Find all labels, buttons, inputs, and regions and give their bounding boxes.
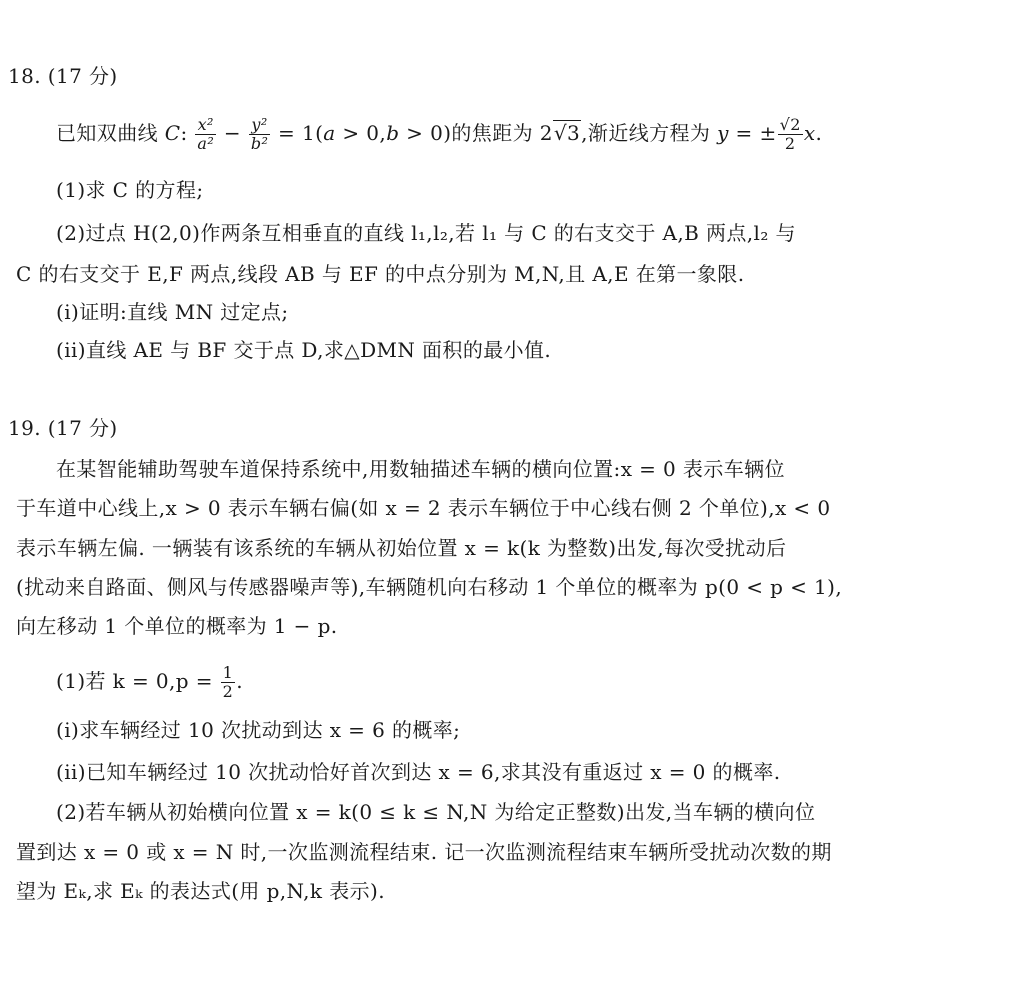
q18-stem-text-5: ,渐近线方程为	[581, 121, 718, 145]
q18-part2-line2: C 的右支交于 E,F 两点,线段 AB 与 EF 的中点分别为 M,N,且 A,E 在第一象限.	[16, 262, 745, 286]
q18-header: 18. (17 分)	[8, 64, 118, 88]
q19-stem-line-4: (扰动来自路面、侧风与传感器噪声等),车辆随机向右移动 1 个单位的概率为 p(0 < p < 1),	[16, 575, 843, 599]
q18-fraction-y2-b2	[249, 116, 270, 153]
frac-denominator: b²	[250, 134, 269, 153]
q18-sqrt3: √3	[553, 121, 581, 145]
q18-stem-text-4: > 0)的焦距为 2	[399, 121, 553, 145]
q18-var-a: a	[323, 121, 336, 145]
q19-stem-line-5: 向左移动 1 个单位的概率为 1 − p.	[16, 614, 338, 638]
q18-var-x: x	[803, 121, 816, 145]
frac-numerator: x²	[195, 116, 216, 135]
q18-var-y: y	[717, 121, 729, 145]
q18-curve-name: C	[164, 121, 181, 145]
q18-minus: −	[217, 121, 248, 145]
q19-part1	[56, 664, 243, 701]
frac-denominator: a²	[197, 134, 215, 153]
q19-stem-line-3: 表示车辆左偏. 一辆装有该系统的车辆从初始位置 x = k(k 为整数)出发,每次受扰动后	[16, 536, 787, 560]
frac-denominator: 2	[222, 682, 234, 701]
q19-part2-line-1: (2)若车辆从初始横向位置 x = k(0 ≤ k ≤ N,N 为给定正整数)出发,当车辆的横向位	[56, 800, 816, 824]
q18-sub-ii: (ii)直线 AE 与 BF 交于点 D,求△DMN 面积的最小值.	[56, 338, 552, 362]
q19-header: 19. (17 分)	[8, 416, 118, 440]
q18-var-b: b	[386, 121, 400, 145]
q19-fraction-one-half	[221, 664, 236, 701]
q18-stem-text-6: = ±	[728, 121, 777, 145]
frac-numerator: √2	[779, 115, 801, 134]
frac-numerator: y²	[249, 116, 270, 135]
q19-sub-i: (i)求车辆经过 10 次扰动到达 x = 6 的概率;	[56, 718, 461, 742]
q18-stem	[56, 116, 822, 153]
q18-fraction-sqrt2-2	[778, 116, 803, 153]
q19-part2-line-3: 望为 Eₖ,求 Eₖ 的表达式(用 p,N,k 表示).	[16, 879, 385, 903]
frac-numerator: 1	[222, 663, 234, 682]
q18-part2-line1: (2)过点 H(2,0)作两条互相垂直的直线 l₁,l₂,若 l₁ 与 C 的右支交于 A,B 两点,l₂ 与	[56, 221, 796, 245]
q19-sub-ii: (ii)已知车辆经过 10 次扰动恰好首次到达 x = 6,求其没有重返过 x = 0 的概率.	[56, 760, 781, 784]
q18-stem-text-3: > 0,	[335, 121, 387, 145]
q18-part1: (1)求 C 的方程;	[56, 178, 204, 202]
frac-denominator: 2	[784, 134, 796, 153]
q19-stem-line-2: 于车道中心线上,x > 0 表示车辆右偏(如 x = 2 表示车辆位于中心线右侧 2 个单位),x < 0	[16, 496, 831, 520]
q18-stem-end: .	[815, 121, 823, 145]
q19-part2-line-2: 置到达 x = 0 或 x = N 时,一次监测流程结束. 记一次监测流程结束车辆所受扰动次数的期	[16, 840, 832, 864]
q18-stem-text-1: 已知双曲线	[56, 121, 165, 145]
q18-fraction-x2-a2	[195, 116, 216, 153]
q19-part1-prefix: (1)若 k = 0,p =	[56, 669, 220, 693]
q19-stem-line-1: 在某智能辅助驾驶车道保持系统中,用数轴描述车辆的横向位置:x = 0 表示车辆位	[56, 457, 785, 481]
q18-colon: :	[180, 121, 188, 145]
q18-stem-text-2: = 1(	[271, 121, 324, 145]
q19-part1-suffix: .	[236, 669, 243, 693]
q18-sub-i: (i)证明:直线 MN 过定点;	[56, 300, 289, 324]
